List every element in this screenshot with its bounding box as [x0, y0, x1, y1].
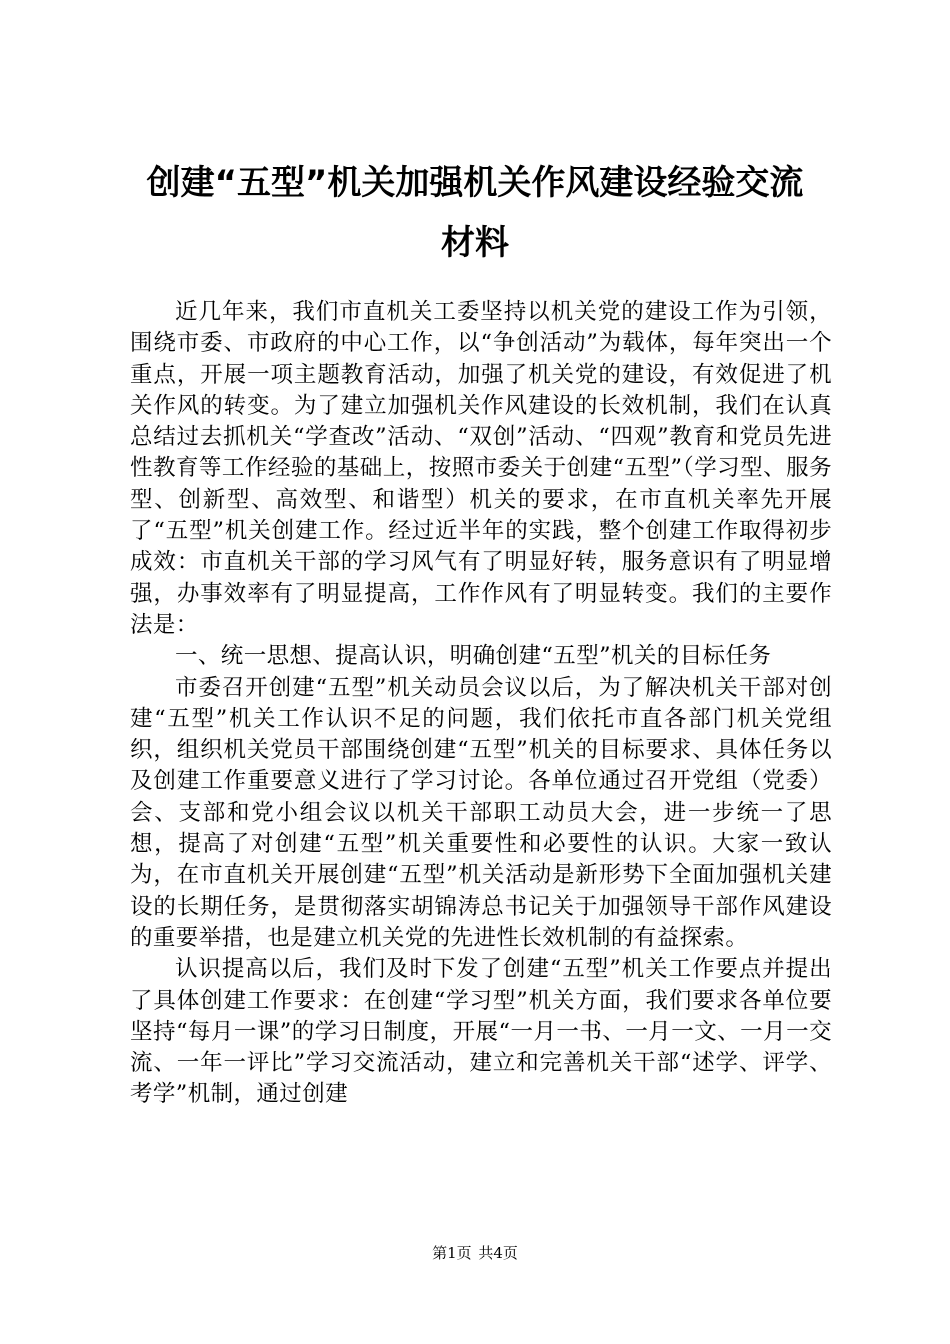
body-paragraph-2: 市委召开创建“五型”机关动员会议以后，为了解决机关干部对创建“五型”机关工作认识不足的问题，我们依托市直各部门机关党组织，组织机关党员干部围绕创建“五型”机关的目标要求、具体任务以及创建工作重要意义进行了学习讨论。各单位通过召开党组（党委）会、支部和党小组会议以机关干部职工动员大会，进一步统一了思想，提高了对创建“五型”机关重要性和必要性的认识。大家一致认为，在市直机关开展创建“五型”机关活动是新形势下全面加强机关建设的长期任务，是贯彻落实胡锦涛总书记关于加强领导干部作风建设的重要举措，也是建立机关党的先进性长效机制的有益探索。 [130, 674, 832, 951]
body-paragraph-3: 认识提高以后，我们及时下发了创建“五型”机关工作要点并提出了具体创建工作要求：在创建“学习型”机关方面，我们要求各单位要坚持“每月一课”的学习日制度，开展“一月一书、一月一文、一月一交流、一年一评比”学习交流活动，建立和完善机关干部“述学、评学、考学”机制，通过创建 [130, 956, 832, 1108]
document-body [130, 297, 832, 1111]
section-heading-1: 一、统一思想、提高认识，明确创建“五型”机关的目标任务 [175, 643, 772, 670]
page-footer [0, 1243, 950, 1263]
body-paragraph-intro: 近几年来，我们市直机关工委坚持以机关党的建设工作为引领，围绕市委、市政府的中心工作，以“争创活动”为载体，每年突出一个重点，开展一项主题教育活动，加强了机关党的建设，有效促进了机关作风的转变。为了建立加强机关作风建设的长效机制，我们在认真总结过去抓机关“学查改”活动、“双创”活动、“四观”教育和党员先进性教育等工作经验的基础上，按照市委关于创建“五型”（学习型、服务型、创新型、高效型、和谐型）机关的要求，在市直机关率先开展了“五型”机关创建工作。经过近半年的实践，整个创建工作取得初步成效：市直机关干部的学习风气有了明显好转，服务意识有了明显增强，办事效率有了明显提高，工作作风有了明显转变。我们的主要作法是： [130, 299, 832, 638]
page-number: 第1页 [432, 1244, 472, 1262]
page-total: 共4页 [478, 1244, 518, 1262]
document-title-line-1: 创建“五型”机关加强机关作风建设经验交流 [146, 163, 804, 203]
document-title-line-2: 材料 [441, 223, 509, 263]
